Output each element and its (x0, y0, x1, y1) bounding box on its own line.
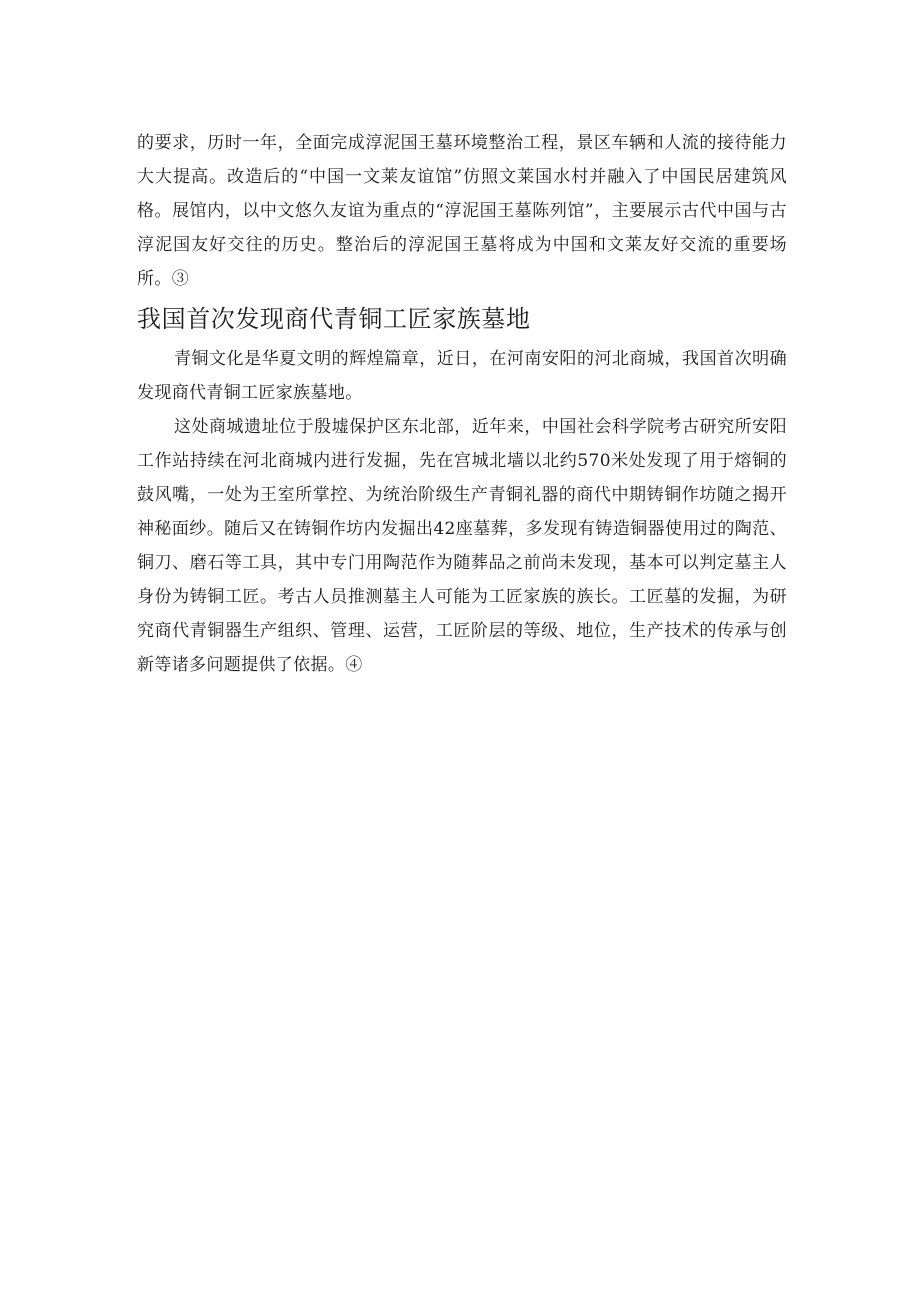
document-body (137, 126, 787, 682)
article-paragraph-intro: 青铜文化是华夏文明的辉煌篇章，近日，在河南安阳的河北商城，我国首次明确发现商代青铜工匠家族墓地。 (137, 349, 787, 403)
article-title: 我国首次发现商代青铜工匠家族墓地 (137, 305, 531, 333)
article-paragraph-body: 这处商城遗址位于殷墟保护区东北部，近年来，中国社会科学院考古研究所安阳工作站持续在河北商城内进行发掘，先在宫城北墙以北约570米处发现了用于熔铜的鼓风嘴，一处为王室所掌控、为统治阶级生产青铜礼器的商代中期铸铜作坊随之揭开神秘面纱。随后又在铸铜作坊内发掘出42座墓葬，多发现有铸造铜器使用过的陶范、铜刀、磨石等工具，其中专门用陶范作为随葬品之前尚未发现，基本可以判定墓主人身份为铸铜工匠。考古人员推测墓主人可能为工匠家族的族长。工匠墓的发掘，为研究商代青铜器生产组织、管理、运营，工匠阶层的等级、地位，生产技术的传承与创新等诸多问题提供了依据。④ (137, 417, 787, 675)
paragraph-continued: 的要求，历时一年，全面完成淳泥国王墓环境整治工程，景区车辆和人流的接待能力大大提高。改造后的“中国一文莱友谊馆”仿照文莱国水村并融入了中国民居建筑风格。展馆内，以中文悠久友谊为重点的“淳泥国王墓陈列馆”，主要展示古代中国与古淳泥国友好交往的历史。整治后的淳泥国王墓将成为中国和文莱友好交流的重要场所。③ (137, 133, 787, 289)
